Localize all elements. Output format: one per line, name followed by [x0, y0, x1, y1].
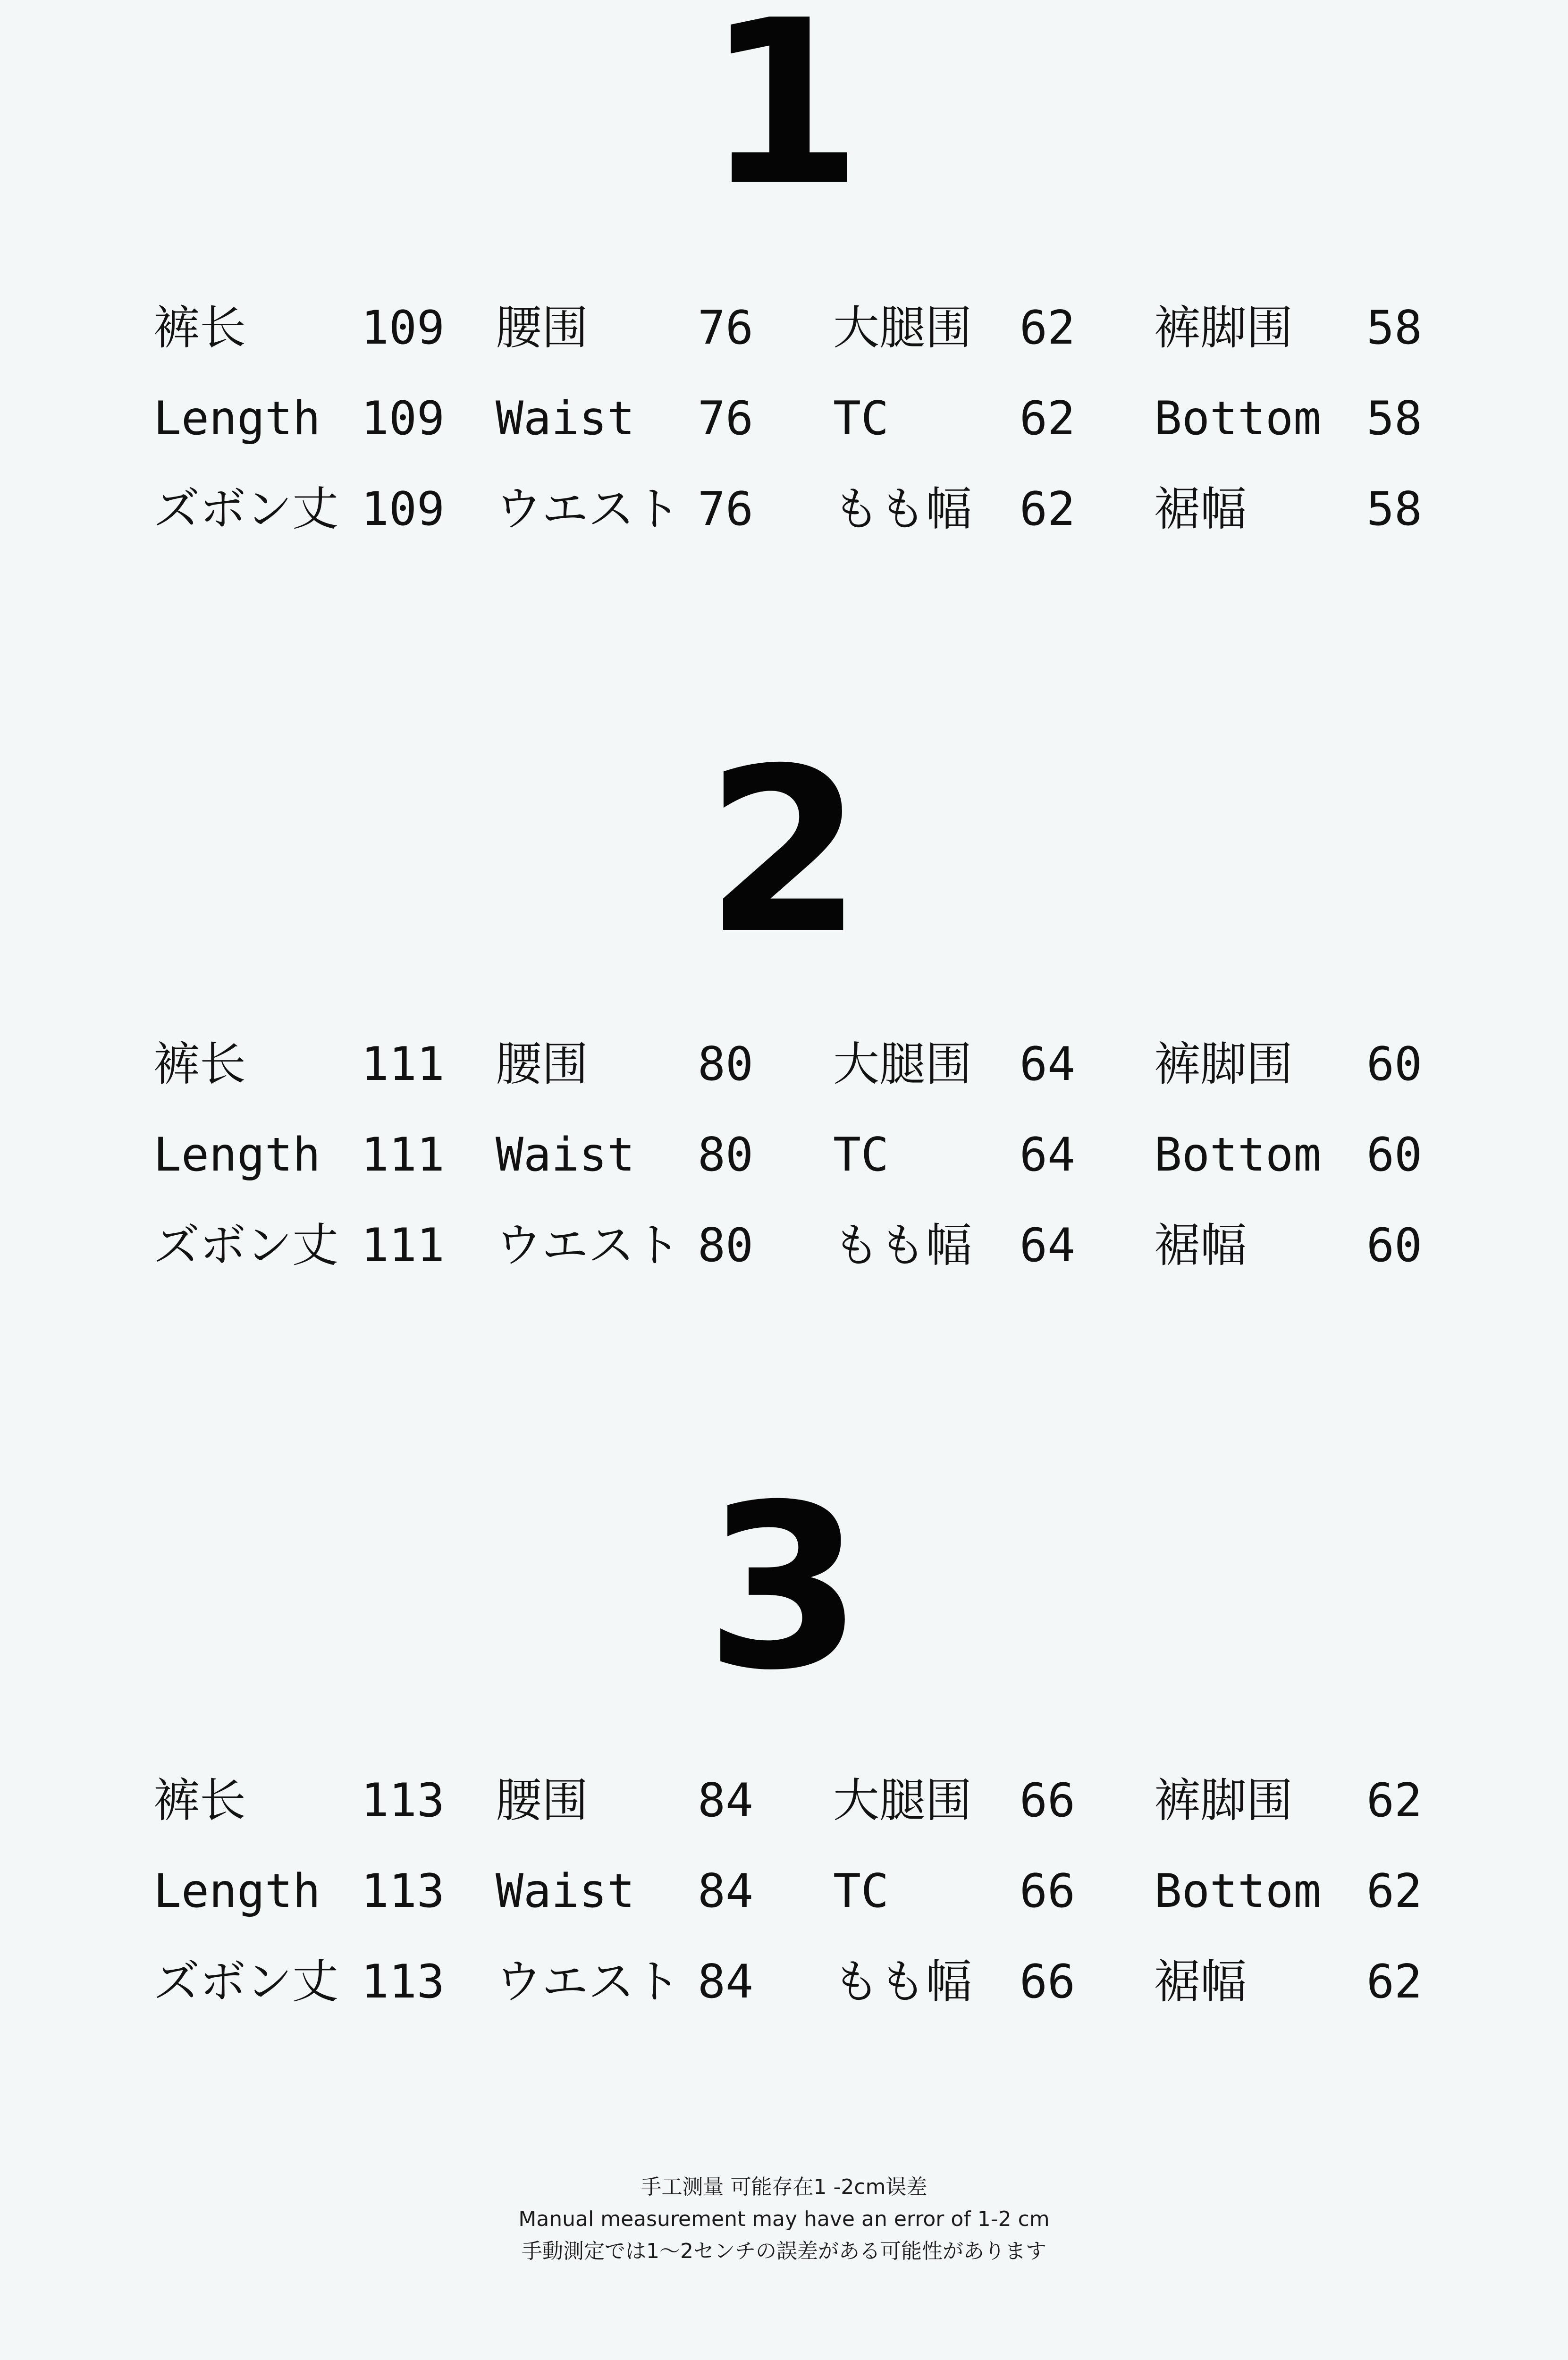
length-value: 111: [361, 1219, 445, 1273]
bottom-value: 60: [1366, 1037, 1423, 1091]
waist-label: 腰围: [496, 1774, 589, 1828]
length-label: ズボン丈: [153, 1219, 339, 1273]
thigh-value: 64: [1020, 1219, 1076, 1273]
thigh-value: 62: [1020, 482, 1076, 536]
size-number: 2: [705, 720, 863, 984]
bottom-value: 58: [1366, 482, 1423, 536]
note-english: Manual measurement may have an error of 1-2 cm: [518, 2207, 1050, 2231]
waist-value: 76: [698, 392, 754, 446]
waist-value: 80: [698, 1219, 754, 1273]
table-row: [0, 1031, 1568, 1097]
waist-label: ウエスト: [496, 1955, 681, 2009]
bottom-label: 裾幅: [1154, 1955, 1247, 2009]
bottom-value: 58: [1366, 392, 1423, 446]
waist-label: ウエスト: [496, 482, 681, 536]
length-label: 裤长: [153, 1037, 246, 1091]
note-japanese: 手動測定では1～2センチの誤差がある可能性があります: [522, 2239, 1046, 2263]
bottom-label: 裤脚围: [1154, 1037, 1293, 1091]
length-value: 111: [361, 1037, 445, 1091]
thigh-label: 大腿围: [833, 1774, 972, 1828]
waist-value: 80: [698, 1128, 754, 1182]
bottom-label: 裾幅: [1154, 1219, 1247, 1273]
bottom-label: Bottom: [1154, 1128, 1322, 1182]
bottom-label: 裤脚围: [1154, 301, 1293, 355]
thigh-label: TC: [833, 1128, 889, 1182]
thigh-value: 66: [1020, 1864, 1076, 1918]
measurement-note: [0, 2171, 1568, 2267]
bottom-label: Bottom: [1154, 1864, 1322, 1918]
bottom-label: Bottom: [1154, 392, 1322, 446]
waist-value: 84: [698, 1955, 754, 2009]
length-value: 109: [361, 392, 445, 446]
waist-label: Waist: [496, 1128, 635, 1182]
table-row: [0, 1122, 1568, 1188]
table-row: [0, 1768, 1568, 1834]
thigh-label: TC: [833, 1864, 889, 1918]
length-label: Length: [153, 1128, 321, 1182]
length-value: 109: [361, 301, 445, 355]
length-value: 111: [361, 1128, 445, 1182]
thigh-label: もも幅: [833, 482, 972, 536]
length-label: Length: [153, 392, 321, 446]
bottom-value: 62: [1366, 1864, 1423, 1918]
bottom-value: 60: [1366, 1219, 1423, 1273]
length-value: 109: [361, 482, 445, 536]
length-label: 裤长: [153, 1774, 246, 1828]
table-row: [0, 295, 1568, 361]
thigh-label: もも幅: [833, 1955, 972, 2009]
thigh-value: 62: [1020, 301, 1076, 355]
waist-label: ウエスト: [496, 1219, 681, 1273]
length-label: ズボン丈: [153, 482, 339, 536]
size-number: 3: [705, 1456, 863, 1720]
waist-value: 84: [698, 1864, 754, 1918]
table-row: [0, 1858, 1568, 1924]
length-label: 裤长: [153, 301, 246, 355]
waist-label: 腰围: [496, 301, 589, 355]
thigh-value: 62: [1020, 392, 1076, 446]
size-number: 1: [705, 0, 863, 236]
length-label: ズボン丈: [153, 1955, 339, 2009]
thigh-label: もも幅: [833, 1219, 972, 1273]
bottom-value: 60: [1366, 1128, 1423, 1182]
waist-value: 84: [698, 1774, 754, 1828]
thigh-value: 64: [1020, 1128, 1076, 1182]
waist-label: Waist: [496, 392, 635, 446]
table-row: [0, 1949, 1568, 2015]
waist-label: Waist: [496, 1864, 635, 1918]
thigh-label: TC: [833, 392, 889, 446]
waist-label: 腰围: [496, 1037, 589, 1091]
table-row: [0, 386, 1568, 452]
length-value: 113: [361, 1955, 445, 2009]
bottom-label: 裤脚围: [1154, 1774, 1293, 1828]
thigh-value: 64: [1020, 1037, 1076, 1091]
length-value: 113: [361, 1774, 445, 1828]
waist-value: 80: [698, 1037, 754, 1091]
bottom-value: 62: [1366, 1955, 1423, 2009]
bottom-value: 62: [1366, 1774, 1423, 1828]
thigh-value: 66: [1020, 1774, 1076, 1828]
waist-value: 76: [698, 301, 754, 355]
note-chinese: 手工测量 可能存在1 -2cm误差: [641, 2175, 927, 2199]
thigh-label: 大腿围: [833, 1037, 972, 1091]
table-row: [0, 1213, 1568, 1279]
bottom-label: 裾幅: [1154, 482, 1247, 536]
length-value: 113: [361, 1864, 445, 1918]
bottom-value: 58: [1366, 301, 1423, 355]
thigh-value: 66: [1020, 1955, 1076, 2009]
length-label: Length: [153, 1864, 321, 1918]
table-row: [0, 476, 1568, 542]
thigh-label: 大腿围: [833, 301, 972, 355]
waist-value: 76: [698, 482, 754, 536]
